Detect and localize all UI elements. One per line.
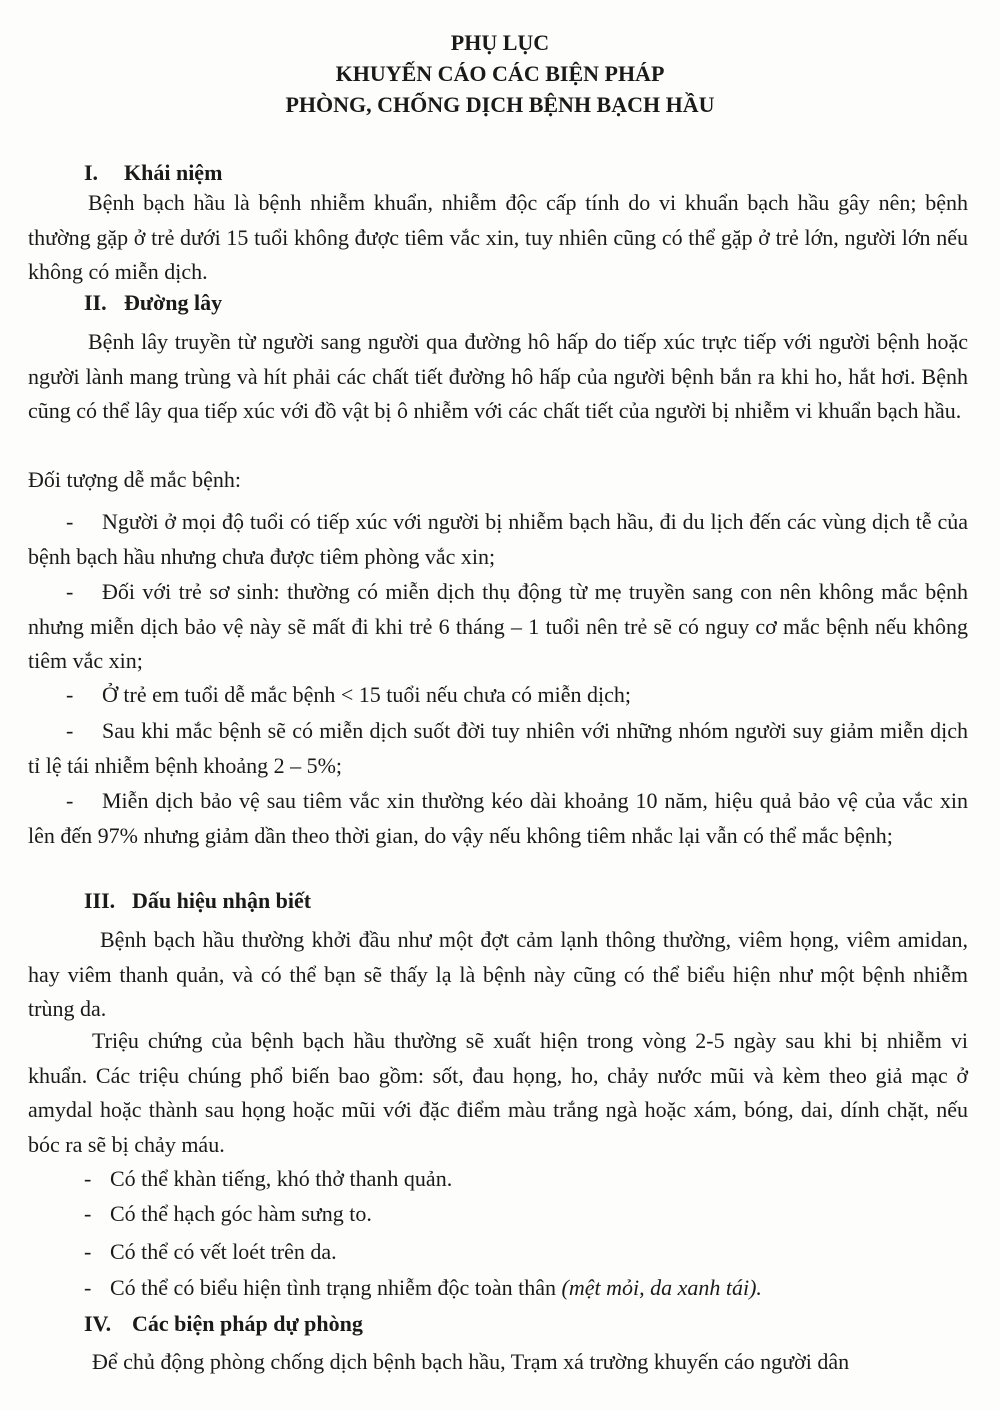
- list-item: - Có thể hạch góc hàm sưng to.: [84, 1201, 372, 1226]
- list-item: - Có thể có biểu hiện tình trạng nhiễm độc toàn thân (mệt mỏi, da xanh tái).: [84, 1275, 762, 1300]
- section-3-heading: [84, 888, 311, 914]
- section-4-paragraph: Để chủ động phòng chống dịch bệnh bạch hầu, Trạm xá trường khuyến cáo người dân: [92, 1349, 850, 1374]
- section-2-title: Đường lây: [124, 290, 223, 315]
- section-1-paragraph: Bệnh bạch hầu là bệnh nhiễm khuẩn, nhiễm độc cấp tính do vi khuẩn bạch hầu gây nên; bệnh thường gặp ở trẻ dưới 15 tuổi không được tiêm vắc xin, tuy nhiên cũng có thể gặp ở trẻ lớn, người lớn nếu không có miễn dịch.: [28, 190, 968, 284]
- section-1-title: Khái niệm: [124, 160, 223, 185]
- subject-label: Đối tượng dễ mắc bệnh:: [28, 467, 241, 492]
- section-1-number: I.: [84, 160, 99, 185]
- section-4-number: IV.: [84, 1311, 112, 1336]
- section-2-heading: [84, 290, 222, 316]
- symptom-4: Có thể có biểu hiện tình trạng nhiễm độc toàn thân: [110, 1275, 557, 1300]
- title-line-3: PHÒNG, CHỐNG DỊCH BỆNH BẠCH HẦU: [285, 92, 715, 117]
- symptom-4-note: (mệt mỏi, da xanh tái).: [561, 1275, 762, 1300]
- section-3-paragraph-2: Triệu chứng của bệnh bạch hầu thường sẽ xuất hiện trong vòng 2-5 ngày sau khi bị nhiễm vi khuẩn. Các triệu chúng phổ biến bao gồm: sốt, đau họng, ho, chảy nước mũi và kèm theo giả mạc ở amydal hoặc thành sau họng hoặc mũi với đặc điểm màu trắng ngà hoặc xám, bóng, dai, dính chặt, nếu bóc ra sẽ bị chảy máu.: [28, 1028, 968, 1157]
- title-line-1: PHỤ LỤC: [450, 30, 550, 55]
- section-3-number: III.: [84, 888, 116, 913]
- symptom-2: Có thể hạch góc hàm sưng to.: [110, 1201, 372, 1226]
- section-1-heading: [84, 160, 222, 186]
- list-item: - Ở trẻ em tuổi dễ mắc bệnh < 15 tuổi nếu chưa có miễn dịch;: [66, 682, 631, 707]
- section-3-title: Dấu hiệu nhận biết: [132, 888, 312, 913]
- symptom-1: Có thể khàn tiếng, khó thở thanh quản.: [110, 1166, 453, 1191]
- list-item: - Người ở mọi độ tuổi có tiếp xúc với người bị nhiễm bạch hầu, đi du lịch đến các vùng dịch tễ của bệnh bạch hầu nhưng chưa được tiêm phòng vắc xin;: [28, 509, 968, 569]
- bullet-text-4: Sau khi mắc bệnh sẽ có miễn dịch suốt đời tuy nhiên với những nhóm người suy giảm miễn dịch tỉ lệ tái nhiễm bệnh khoảng 2 – 5%;: [28, 718, 968, 778]
- bullet-text-2: Đối với trẻ sơ sinh: thường có miễn dịch thụ động từ mẹ truyền sang con nên không mắc bệnh nhưng miễn dịch bảo vệ này sẽ mất đi khi trẻ 6 tháng – 1 tuổi nên trẻ sẽ có nguy cơ mắc bệnh nếu không tiêm vắc xin;: [28, 579, 968, 673]
- list-item: - Sau khi mắc bệnh sẽ có miễn dịch suốt đời tuy nhiên với những nhóm người suy giảm miễn dịch tỉ lệ tái nhiễm bệnh khoảng 2 – 5%;: [28, 718, 968, 778]
- section-3-paragraph-1: Bệnh bạch hầu thường khởi đầu như một đợt cảm lạnh thông thường, viêm họng, viêm amidan, hay viêm thanh quản, và có thể bạn sẽ thấy lạ là bệnh này cũng có thể biểu hiện như một bệnh nhiễm trùng da.: [28, 927, 968, 1021]
- section-4-heading: [84, 1311, 363, 1337]
- section-2-paragraph: Bệnh lây truyền từ người sang người qua đường hô hấp do tiếp xúc trực tiếp với người bệnh hoặc người lành mang trùng và hít phải các chất tiết đường hô hấp của người bệnh bắn ra khi ho, hắt hơi. Bệnh cũng có thể lây qua tiếp xúc với đồ vật bị ô nhiễm với các chất tiết của người bị nhiễm vi khuẩn bạch hầu.: [28, 329, 968, 423]
- list-item: - Có thể khàn tiếng, khó thở thanh quản.: [84, 1166, 453, 1191]
- symptom-3: Có thể có vết loét trên da.: [110, 1239, 337, 1264]
- section-4-title: Các biện pháp dự phòng: [132, 1311, 363, 1336]
- list-item: - Đối với trẻ sơ sinh: thường có miễn dịch thụ động từ mẹ truyền sang con nên không mắc bệnh nhưng miễn dịch bảo vệ này sẽ mất đi khi trẻ 6 tháng – 1 tuổi nên trẻ sẽ có nguy cơ mắc bệnh nếu không tiêm vắc xin;: [28, 579, 968, 673]
- title-line-2: KHUYẾN CÁO CÁC BIỆN PHÁP: [335, 61, 665, 86]
- list-item: - Miễn dịch bảo vệ sau tiêm vắc xin thường kéo dài khoảng 10 năm, hiệu quả bảo vệ của vắc xin lên đến 97% nhưng giảm dần theo thời gian, do vậy nếu không tiêm nhắc lại vẫn có thể mắc bệnh;: [28, 788, 968, 848]
- section-2-number: II.: [84, 290, 107, 315]
- bullet-text-3: Ở trẻ em tuổi dễ mắc bệnh < 15 tuổi nếu chưa có miễn dịch;: [102, 682, 631, 707]
- list-item: - Có thể có vết loét trên da.: [84, 1239, 337, 1264]
- bullet-text-5: Miễn dịch bảo vệ sau tiêm vắc xin thường kéo dài khoảng 10 năm, hiệu quả bảo vệ của vắc xin lên đến 97% nhưng giảm dần theo thời gian, do vậy nếu không tiêm nhắc lại vẫn có thể mắc bệnh;: [28, 788, 968, 848]
- bullet-text-1: Người ở mọi độ tuổi có tiếp xúc với người bị nhiễm bạch hầu, đi du lịch đến các vùng dịch tễ của bệnh bạch hầu nhưng chưa được tiêm phòng vắc xin;: [28, 509, 968, 569]
